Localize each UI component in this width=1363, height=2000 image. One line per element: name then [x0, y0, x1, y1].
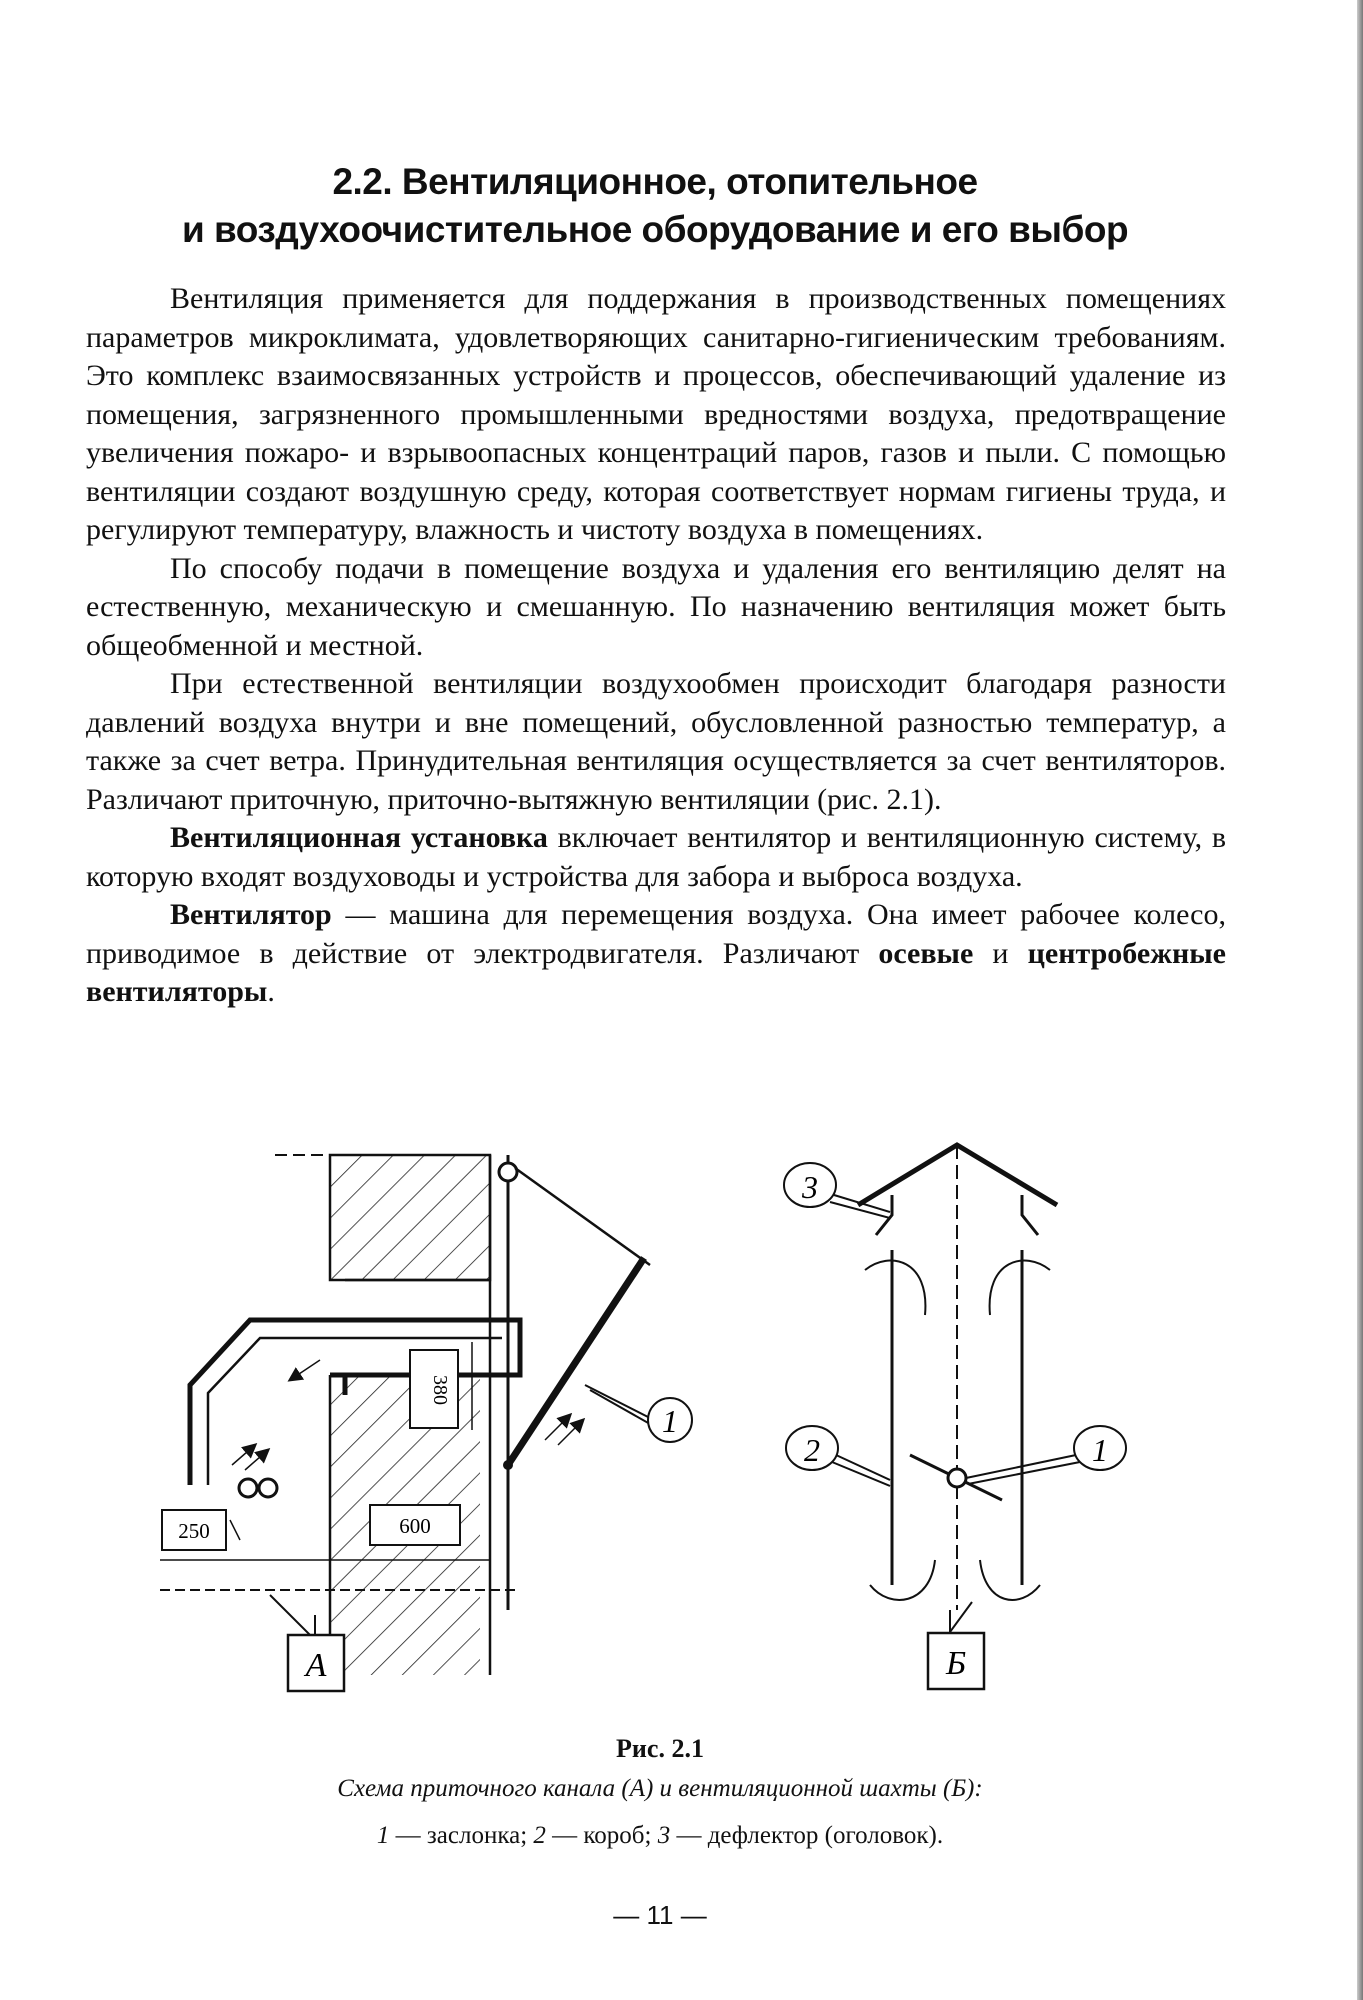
callout-1-shaft-damper: 1 [1092, 1432, 1108, 1468]
dimension-380: 380 [429, 1375, 451, 1405]
damper-plate [508, 1258, 644, 1465]
legend-1-text: — заслонка; [389, 1822, 534, 1849]
label-b: Б [945, 1645, 967, 1682]
diagram-b-shaft [784, 1145, 1126, 1689]
callout-3-deflector: 3 [802, 1169, 818, 1205]
legend-3-num: 3 [657, 1822, 671, 1849]
section-title-line-1: 2.2. Вентиляционное, отопительное [332, 161, 978, 202]
paragraph-5 [86, 896, 1226, 1012]
paragraph-5-end: . [267, 975, 275, 1008]
page-number: — 11 — [613, 1900, 707, 1930]
body-text [86, 280, 1226, 1012]
paragraph-2: По способу подачи в помещение воздуха и удаления его вентиляцию делят на естественную, механическую и смешанную. По назначению вентиляция может быть общеобменной и местной. [86, 551, 1226, 662]
wall-upper-hatch [330, 1155, 490, 1280]
callout-2-duct: 2 [804, 1432, 820, 1468]
paragraph-4 [86, 819, 1226, 896]
figure-2-1 [178, 1140, 1150, 1710]
term-ventilation-unit: Вентиляционная установка [170, 821, 548, 854]
dimension-250: 250 [178, 1519, 210, 1543]
figure-caption-title: Рис. 2.1 [616, 1734, 704, 1763]
paragraph-5-and: и [973, 936, 1028, 970]
term-fan: Вентилятор [170, 898, 332, 931]
legend-2-text: — короб; [545, 1822, 658, 1849]
page-edge-shadow [1357, 0, 1363, 2000]
legend-3-text: — дефлектор (оголовок). [670, 1822, 944, 1849]
legend-2-num: 2 [533, 1822, 546, 1849]
paragraph-5-text: — машина для перемещения воздуха. Она имеет рабочее колесо, приводимое в действие от электродвигателя. Различают [86, 898, 1226, 970]
term-centrifugal-fans: центробежные вентиляторы [86, 936, 1226, 1008]
legend-1-num: 1 [376, 1822, 390, 1849]
callout-1-damper: 1 [662, 1403, 678, 1439]
figure-caption-legend [90, 1822, 1230, 1850]
section-title-line-2: и воздухоочистительное оборудование и его выбор [181, 209, 1129, 250]
figure-caption-description: Схема приточного канала (А) и вентиляционной шахты (Б): [337, 1775, 983, 1802]
dimension-600: 600 [399, 1514, 431, 1538]
paragraph-4-text: включает вентилятор и вентиляционную систему, в которую входят воздуховоды и устройства для забора и выброса воздуха. [86, 821, 1226, 893]
paragraph-3: При естественной вентиляции воздухообмен происходит благодаря разности давлений воздуха внутри и вне помещений, обусловленной разностью температур, а также за счет ветра. Принудительная вентиляция осуществляется за счет вентиляторов. Различают приточную, приточно-вытяжную вентиляции (рис. 2.1). [86, 667, 1226, 816]
diagram-a-supply-channel [160, 1155, 692, 1691]
ventilation-diagram [178, 1140, 1150, 1710]
term-axial: осевые [878, 936, 974, 970]
label-a: А [305, 1647, 327, 1684]
paragraph-1: Вентиляция применяется для поддержания в производственных помещениях параметров микроклимата, удовлетворяющих санитарно-гигиеническим требованиям. Это комплекс взаимосвязанных устройств и процессов, обеспечивающий удаление из помещения, загрязненного промышленными вредностями воздуха, предотвращение увеличения пожаро- и взрывоопасных концентраций паров, газов и пыли. С помощью вентиляции создают воздушную среду, которая соответствует нормам гигиены труда, и регулируют температуру, влажность и чистоту воздуха в помещениях. [86, 282, 1226, 546]
section-heading [90, 158, 1220, 254]
